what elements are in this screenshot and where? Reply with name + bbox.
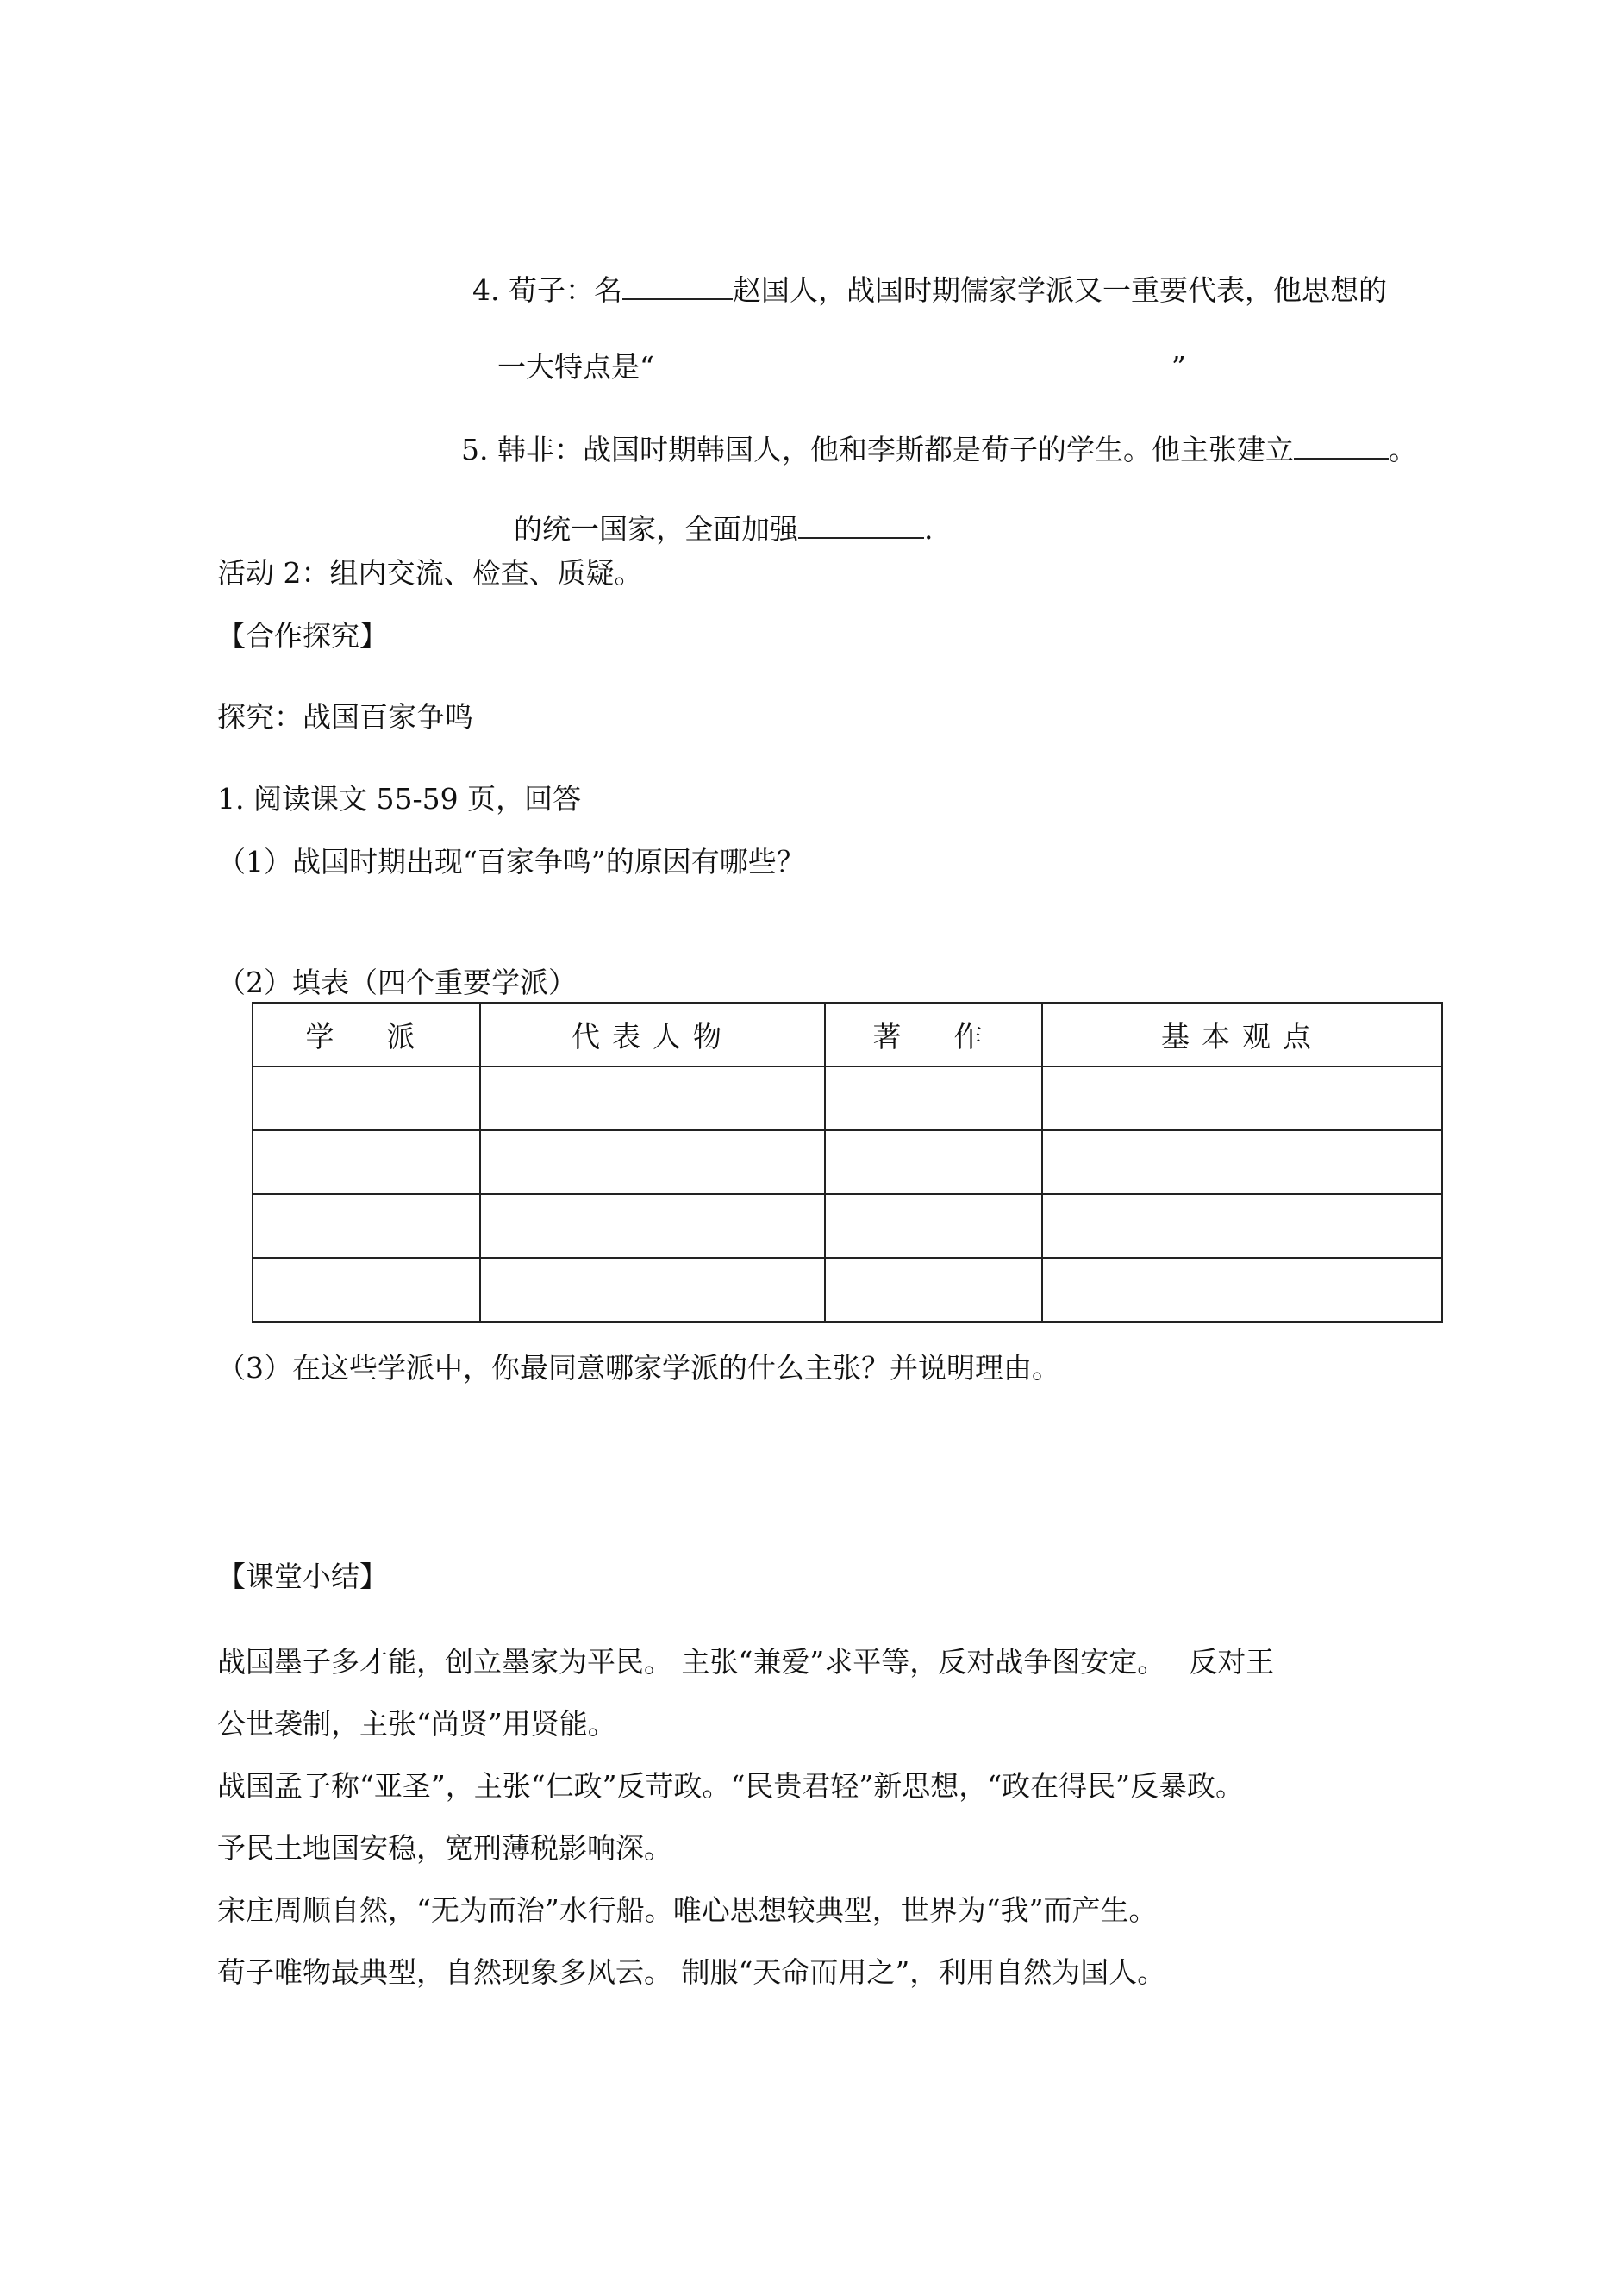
question-5-line-1 — [443, 398, 1417, 467]
summary-heading: 【课堂小结】 — [217, 1560, 388, 1593]
table-cell[interactable] — [480, 1066, 825, 1130]
question-4-name-blank[interactable] — [622, 276, 733, 300]
summary-line: 公世袭制，主张“尚贤”用贤能。 — [217, 1707, 616, 1741]
reading-instruction: 1. 阅读课文 55-59 页，回答 — [217, 782, 582, 816]
header-school: 学 派 — [253, 1003, 480, 1066]
sub-question-3: （3）在这些学派中，你最同意哪家学派的什么主张？并说明理由。 — [217, 1351, 1060, 1385]
table-header-row — [253, 1003, 1442, 1066]
header-works: 著 作 — [825, 1003, 1042, 1066]
table-row — [253, 1194, 1442, 1258]
header-views: 基本观点 — [1042, 1003, 1442, 1066]
table-cell[interactable] — [1042, 1130, 1442, 1194]
sub-question-1: （1）战国时期出现“百家争鸣”的原因有哪些？ — [217, 845, 805, 879]
table-row — [253, 1130, 1442, 1194]
summary-line: 宋庄周顺自然，“无为而治”水行船。唯心思想较典型，世界为“我”而产生。 — [217, 1893, 1158, 1927]
table-cell[interactable] — [253, 1066, 480, 1130]
table-cell[interactable] — [825, 1130, 1042, 1194]
table-cell[interactable] — [825, 1194, 1042, 1258]
table-cell[interactable] — [825, 1258, 1042, 1322]
question-5-prefix: 5. 韩非：战国时期韩国人，他和李斯都是荀子的学生。他主张建立 — [460, 433, 1294, 466]
summary-line: 战国孟子称“亚圣”，主张“仁政”反苛政。“民贵君轻”新思想，“政在得民”反暴政。 — [217, 1769, 1244, 1803]
question-5-line-2-end: . — [923, 512, 934, 546]
cooperation-heading: 【合作探究】 — [217, 619, 388, 653]
question-5-state-blank[interactable] — [1294, 435, 1389, 460]
table-cell[interactable] — [253, 1194, 480, 1258]
sub-question-2: （2）填表（四个重要学派） — [217, 966, 577, 999]
summary-line: 予民土地国安稳，宽刑薄税影响深。 — [217, 1831, 672, 1865]
schools-table — [252, 1002, 1443, 1323]
table-cell[interactable] — [253, 1130, 480, 1194]
question-4-feature-close: ” — [1171, 350, 1186, 384]
table-cell[interactable] — [1042, 1258, 1442, 1322]
question-4-line-1 — [454, 239, 1387, 308]
question-5-line-2 — [496, 478, 933, 547]
table-cell[interactable] — [1042, 1066, 1442, 1130]
question-5-line-2-prefix: 的统一国家，全面加强 — [513, 512, 798, 546]
question-4-text: 赵国人，战国时期儒家学派又一重要代表，他思想的 — [732, 273, 1387, 307]
table-cell[interactable] — [480, 1130, 825, 1194]
question-4-line-2 — [479, 316, 1186, 385]
table-row — [253, 1066, 1442, 1130]
header-representative: 代表人物 — [480, 1003, 825, 1066]
table-cell[interactable] — [480, 1258, 825, 1322]
question-5-strengthen-blank[interactable] — [798, 515, 924, 539]
explore-title: 探究：战国百家争鸣 — [217, 700, 473, 734]
summary-line: 战国墨子多才能，创立墨家为平民。 主张“兼爱”求平等，反对战争图安定。 反对王 — [217, 1645, 1275, 1679]
table-cell[interactable] — [1042, 1194, 1442, 1258]
summary-line: 荀子唯物最典型，自然现象多风云。 制服“天命而用之”，利用自然为国人。 — [217, 1955, 1166, 1989]
table-row — [253, 1258, 1442, 1322]
table-cell[interactable] — [253, 1258, 480, 1322]
table-cell[interactable] — [825, 1066, 1042, 1130]
question-4-prefix: 4. 荀子：名 — [472, 273, 622, 307]
question-4-feature-open: 一大特点是“ — [497, 350, 654, 384]
question-5-end: 。 — [1388, 433, 1417, 466]
activity-2: 活动 2：组内交流、检查、质疑。 — [217, 556, 643, 590]
table-cell[interactable] — [480, 1194, 825, 1258]
